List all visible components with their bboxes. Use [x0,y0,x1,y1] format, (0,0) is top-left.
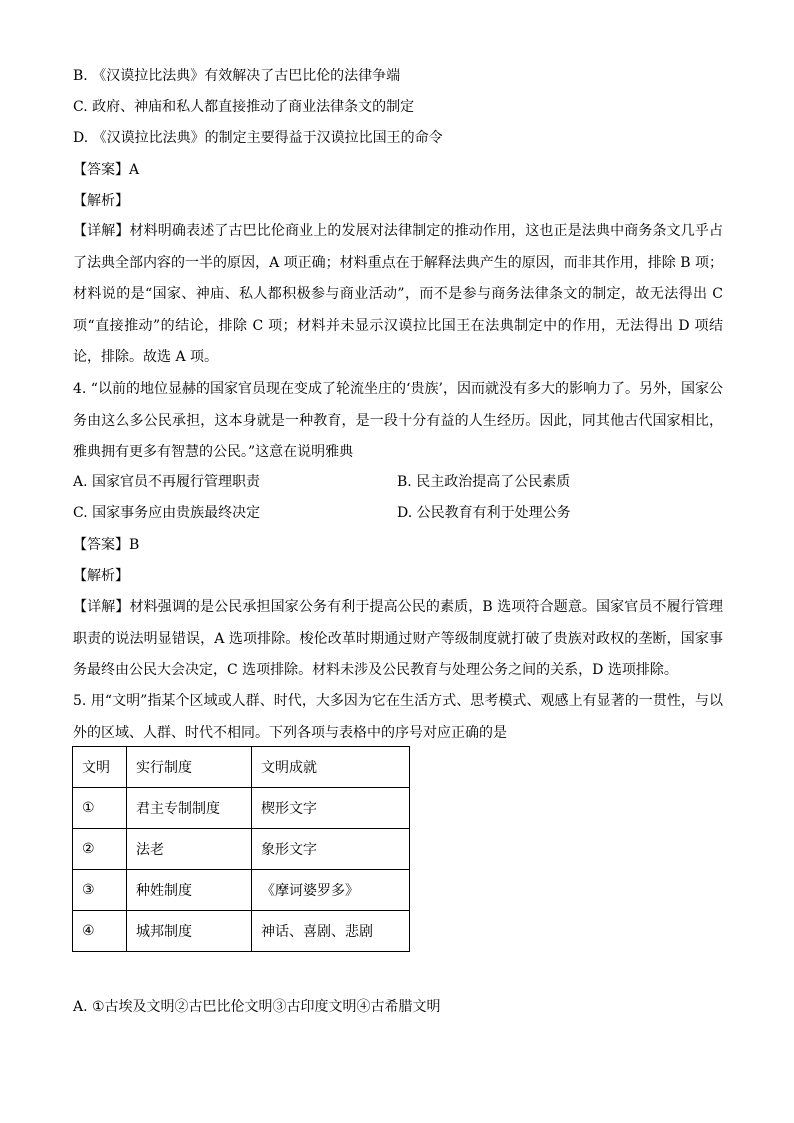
table-header-cell: 实行制度 [127,747,252,788]
answer-label: 【答案】A [73,162,140,178]
table-cell: 楔形文字 [252,788,410,829]
table-cell: ① [73,788,127,829]
table-cell: 《摩诃婆罗多》 [252,870,410,911]
analysis-label: 【解析】 [73,193,129,209]
detail-paragraph: 【详解】材料强调的是公民承担国家公务有利于提高公民的素质，B 选项符合题意。国家官员不履行管理职责的说法明显错误，A 选项排除。梭伦改革时期通过财产等级制度就打破了贵族对政权的垄断，国家事务最终由公民大会决定，C 选项排除。材料未涉及公民教育与处理公务之间的关系，D 选项排除。 [73,599,723,678]
table-cell: ② [73,829,127,870]
table-cell: ③ [73,870,127,911]
table-cell: ④ [73,911,127,952]
table-cell: 种姓制度 [127,870,252,911]
question-5: 5. 用“文明”指某个区域或人群、时代，大多因为它在生活方式、思考模式、观感上有显著的一贯性，与以外的区域、人群、时代不相同。下列各项与表格中的序号对应正确的是 [73,693,723,741]
question-4: 4. “以前的地位显赫的国家官员现在变成了轮流坐庄的‘贵族’，因而就没有多大的影响力了。另外，国家公务由这么多公民承担，这本身就是一种教育，是一段十分有益的人生经历。因此，同其他古代国家相比，雅典拥有更多有智慧的公民。”这意在说明雅典 [73,381,723,460]
table-row [73,911,410,952]
option-d: D. 《汉谟拉比法典》的制定主要得益于汉谟拉比国王的命令 [73,130,443,146]
option-b: B. 《汉谟拉比法典》有效解决了古巴比伦的法律争端 [73,68,401,84]
option-c: C. 政府、神庙和私人都直接推动了商业法律条文的制定 [73,99,415,115]
q4-option-d: D. 公民教育有利于处理公务 [397,505,571,521]
civilization-table [72,746,410,952]
q4-option-a: A. 国家官员不再履行管理职责 [73,474,261,490]
q4-option-c: C. 国家事务应由贵族最终决定 [73,505,261,521]
table-header-cell: 文明 [73,747,127,788]
analysis-label: 【解析】 [73,568,129,584]
answer-label: 【答案】B [73,537,140,553]
table-header-row [73,747,410,788]
table-row [73,870,410,911]
table-cell: 象形文字 [252,829,410,870]
table-cell: 城邦制度 [127,911,252,952]
table-cell: 法老 [127,829,252,870]
detail-paragraph: 【详解】材料明确表述了古巴比伦商业上的发展对法律制定的推动作用，这也正是法典中商务条文几乎占了法典全部内容的一半的原因，A 项正确；材料重点在于解释法典产生的原因，而非其作用，排除 B 项；材料说的是“国家、神庙、私人都积极参与商业活动”，而不是参与商务法律条文的制定，故无法得出 C 项“直接推动”的结论，排除 C 项；材料并未显示汉谟拉比国王在法典制定中的作用，无法得出 D 项结论，排除。故选 A 项。 [73,223,723,365]
table-cell: 君主专制制度 [127,788,252,829]
table-row [73,829,410,870]
q5-option-a: A. ①古埃及文明②古巴比伦文明③古印度文明④古希腊文明 [73,999,441,1015]
table-row [73,788,410,829]
table-header-cell: 文明成就 [252,747,410,788]
q4-option-b: B. 民主政治提高了公民素质 [397,474,571,490]
table-cell: 神话、喜剧、悲剧 [252,911,410,952]
